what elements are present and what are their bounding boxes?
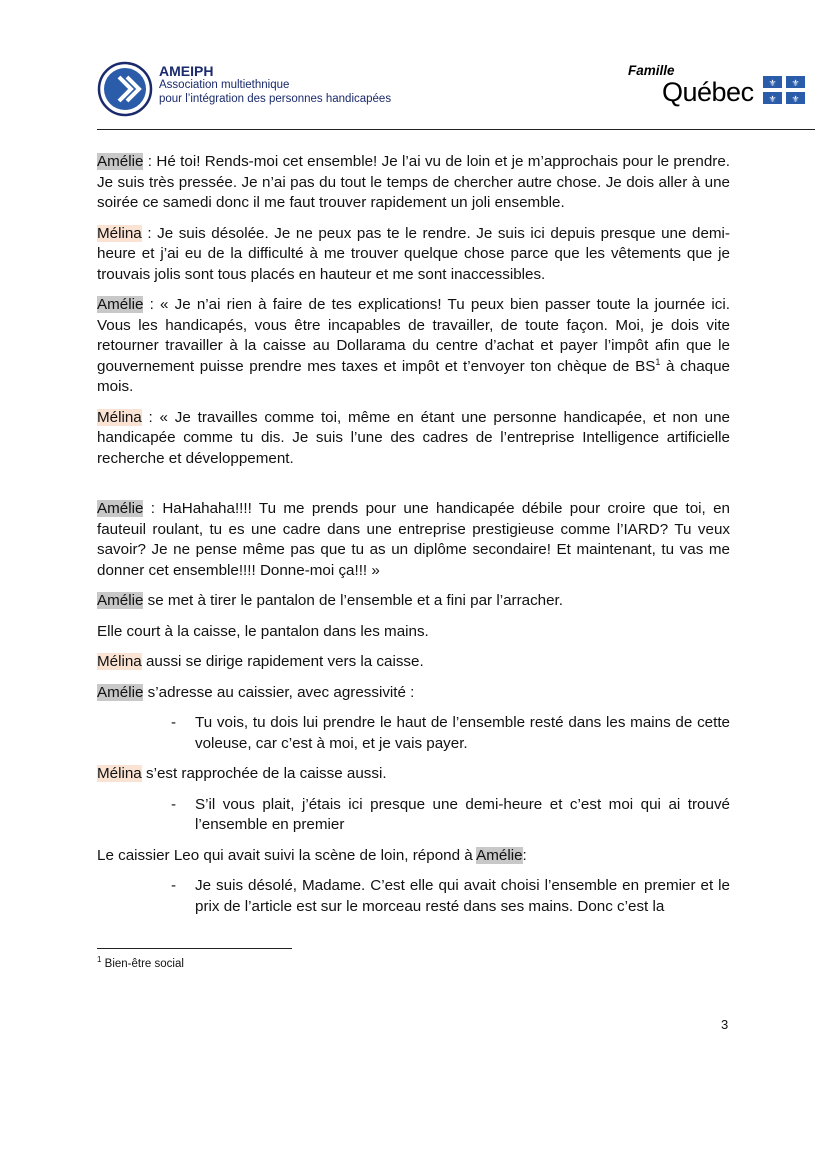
paragraph-11 <box>97 846 730 867</box>
paragraph-3 <box>97 295 730 398</box>
speaker-amelie: Amélie <box>97 500 144 517</box>
header-divider <box>97 129 815 130</box>
footnote-mark: 1 <box>97 955 102 965</box>
paragraph-8 <box>97 652 730 673</box>
footnote <box>97 955 184 970</box>
paragraph-9 <box>97 683 730 704</box>
paragraph-text: se met à tirer le pantalon de l’ensemble et a fini par l’arracher. <box>143 592 563 609</box>
paragraph-7: Elle court à la caisse, le pantalon dans les mains. <box>97 622 429 640</box>
speaker-amelie: Amélie <box>97 153 144 170</box>
page-number: 3 <box>721 1017 729 1032</box>
paragraph-1 <box>97 152 730 214</box>
paragraph-text: s’adresse au caissier, avec agressivité : <box>143 683 415 701</box>
speaker-amelie: Amélie <box>97 683 144 701</box>
footnote-divider <box>97 948 292 949</box>
footnote-text: Bien-être social <box>101 958 184 970</box>
paragraph-text: Le caissier Leo qui avait suivi la scène de loin, répond à <box>97 846 477 864</box>
famille-label: Famille <box>628 63 675 78</box>
dialogue-bullet-1 <box>97 713 730 754</box>
page-header <box>0 0 827 135</box>
bullet-dash: - <box>171 795 177 813</box>
paragraph-text-after: à chaque mois. <box>97 357 730 395</box>
paragraph-text: : Hé toi! Rends-moi cet ensemble! Je l’ai vu de loin et je m’approchais pour le prendre. Je suis très pressée. Je n’ai pas du tout le temps de chercher autre chose. Je dois aller à une soirée ce samedi donc il me faut trouver rapidement un joli ensemble. <box>97 153 730 211</box>
footnote-reference: 1 <box>655 356 661 367</box>
paragraph-10 <box>97 764 730 785</box>
bullet-text: S’il vous plait, j’étais ici presque une demi-heure et c’est moi qui ai trouvé l’ensemble en premier <box>195 795 730 833</box>
paragraph-4 <box>97 408 730 470</box>
blank-gap <box>97 479 730 499</box>
speaker-amelie: Amélie <box>97 296 144 313</box>
paragraph-text: s’est rapprochée de la caisse aussi. <box>141 765 387 782</box>
bullet-text: Je suis désolé, Madame. C’est elle qui avait choisi l’ensemble en premier et le prix de l’article est sur le morceau resté dans ses mains. Donc c’est la <box>195 877 730 915</box>
bullet-dash: - <box>171 877 177 894</box>
paragraph-text-after: : <box>522 846 527 864</box>
ameiph-line-1: Association multiethnique <box>159 79 290 91</box>
ameiph-logo-icon <box>97 61 153 117</box>
quebec-label: Québec <box>662 77 754 107</box>
paragraph-text: : Je suis désolée. Je ne peux pas te le rendre. Je suis ici depuis presque une demi-heure et j’ai eu de la difficulté à me trouver quelque chose parce que les vêtements que je trouvais jolis sont tous placés en hauteur et me sont inaccessibles. <box>97 224 730 283</box>
svg-text:⚜: ⚜ <box>791 79 800 89</box>
speaker-melina: Mélina <box>97 224 142 242</box>
ameiph-name: AMEIPH <box>159 63 214 79</box>
paragraph-6 <box>97 591 730 612</box>
speaker-melina: Mélina <box>97 765 142 782</box>
bullet-dash: - <box>171 714 177 731</box>
bullet-text: Tu vois, tu dois lui prendre le haut de l’ensemble resté dans les mains de cette voleuse, car c’est à moi, et je vais payer. <box>195 714 730 752</box>
paragraph-text: aussi se dirige rapidement vers la caisse. <box>141 653 424 670</box>
quebec-flag-icon <box>763 76 805 104</box>
paragraph-text: : HaHahaha!!!! Tu me prends pour une handicapée débile pour croire que toi, en fauteuil roulant, tu es une cadre dans une entreprise prestigieuse comme l’IARD? Tu veux savoir? Je ne pense même pas que tu as un diplôme secondaire! Et maintenant, tu vas me donner cet ensemble!!!! Donne-moi ça!!! » <box>97 500 730 579</box>
speaker-amelie: Amélie <box>97 592 144 609</box>
ameiph-line-2: pour l’intégration des personnes handicapées <box>159 93 392 105</box>
dialogue-bullet-2 <box>97 795 730 836</box>
paragraph-5 <box>97 499 730 581</box>
svg-text:⚜: ⚜ <box>768 79 777 89</box>
svg-text:⚜: ⚜ <box>768 95 777 104</box>
paragraph-text: : « Je travailles comme toi, même en étant une personne handicapée, et non une handicapée comme tu dis. Je suis l’une des cadres de l’entreprise Intelligence artificielle recherche et développement. <box>97 408 730 467</box>
paragraph-text: : « Je n’ai rien à faire de tes explications! Tu peux bien passer toute la journée ici. Vous les handicapés, vous être incapables de travailler, de toute façon. Moi, je dois vite retourner travailler à la caisse au Dollarama du centre d’achat et payer l’impôt afin que le gouvernement puisse prendre mes taxes et impôt et t’envoyer ton chèque de BS <box>97 296 730 375</box>
document-body <box>97 152 730 927</box>
speaker-melina: Mélina <box>97 408 142 426</box>
svg-text:⚜: ⚜ <box>791 95 800 104</box>
famille-quebec-logo <box>626 63 806 113</box>
speaker-amelie: Amélie <box>476 846 523 864</box>
ameiph-wordmark <box>159 64 391 106</box>
dialogue-bullet-3 <box>97 876 730 917</box>
speaker-melina: Mélina <box>97 653 142 670</box>
paragraph-2 <box>97 224 730 286</box>
